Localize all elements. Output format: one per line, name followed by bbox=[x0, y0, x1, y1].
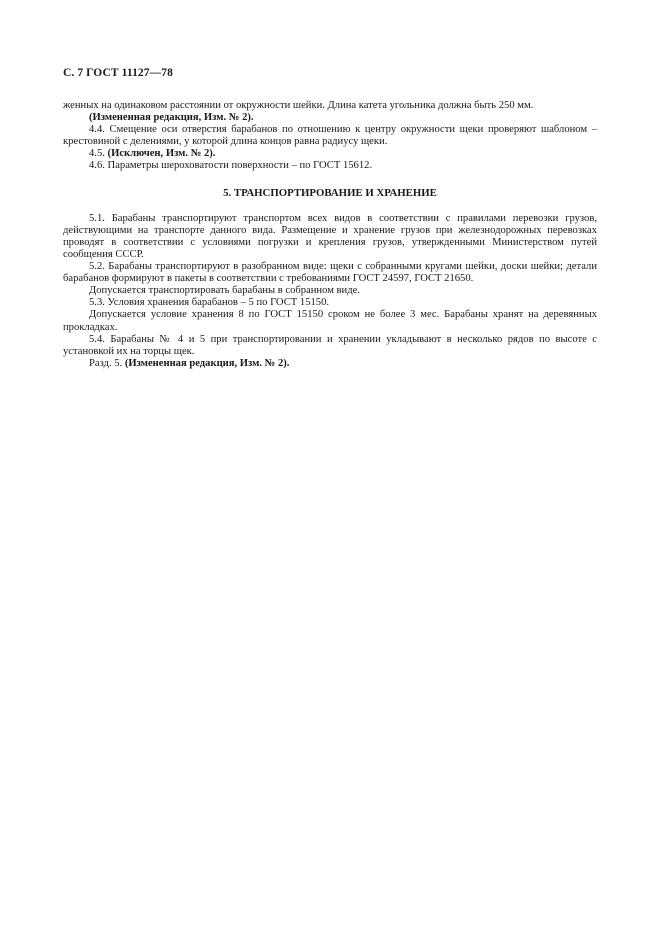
section-5-amendment-note: (Измененная редакция, Изм. № 2). bbox=[124, 357, 290, 369]
page-header: С. 7 ГОСТ 11127—78 bbox=[63, 67, 173, 79]
document-body bbox=[63, 100, 597, 370]
paragraph-5-4: 5.4. Барабаны № 4 и 5 при транспортировании и хранении укладывают в несколько рядов по высоте с установкой их на торцы щек. bbox=[63, 333, 597, 357]
section-5-amendment-prefix: Разд. 5. bbox=[89, 357, 125, 369]
paragraph-5-2-note: Допускается транспортировать барабаны в собранном виде. bbox=[89, 285, 360, 297]
paragraph-5-1: 5.1. Барабаны транспортируют транспортом всех видов в соответствии с правилами перевозки грузов, действующими на транспорте данного вида. Размещение и хранение грузов при железнодорожных перевозках проводят в соответствии с условиями погрузки и крепления грузов, утвержденными Министерством путей сообщения СССР. bbox=[63, 212, 597, 260]
paragraph-4-6: 4.6. Параметры шероховатости поверхности – по ГОСТ 15612. bbox=[89, 160, 373, 172]
paragraph-5-3-note: Допускается условие хранения 8 по ГОСТ 15150 сроком не более 3 мес. Барабаны хранят на деревянных прокладках. bbox=[63, 309, 597, 333]
paragraph-4-4: 4.4. Смещение оси отверстия барабанов по отношению к центру окружности щеки проверяют шаблоном – крестовиной с делениями, у которой длина концов равна радиусу щеки. bbox=[63, 124, 597, 148]
paragraph-4-5 bbox=[63, 148, 597, 160]
section-5-title: 5. ТРАНСПОРТИРОВАНИЕ И ХРАНЕНИЕ bbox=[223, 186, 437, 199]
paragraph-5-2: 5.2. Барабаны транспортируют в разобранном виде: щеки с собранными кругами шейки, доски шейки; детали барабанов формируют в пакеты в соответствии с требованиями ГОСТ 24597, ГОСТ 21650. bbox=[63, 261, 597, 285]
amendment-note bbox=[63, 112, 597, 124]
section-5-amendment bbox=[63, 358, 597, 370]
paragraph-5-3: 5.3. Условия хранения барабанов – 5 по ГОСТ 15150. bbox=[89, 297, 330, 309]
paragraph-4-5-note: (Исключен, Изм. № 2). bbox=[107, 148, 216, 160]
amendment-note-text: (Измененная редакция, Изм. № 2). bbox=[89, 112, 254, 124]
paragraph-4-5-number: 4.5. bbox=[89, 148, 108, 160]
paragraph-continuation: женных на одинаковом расстоянии от окружности шейки. Длина катета угольника должна быть 250 мм. bbox=[63, 100, 534, 111]
